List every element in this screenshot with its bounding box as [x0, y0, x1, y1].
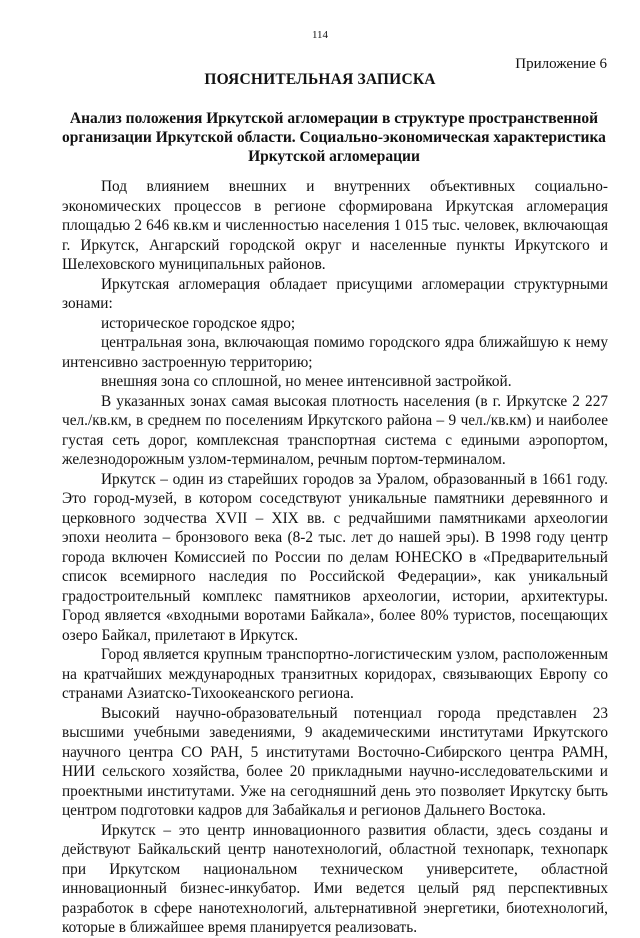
- paragraph: Иркутск – один из старейших городов за Уралом, образованный в 1661 году. Это город-музей, в котором соседствуют уникальные памятники деревянного и церковного зодчества XVII – XIX вв. с редчайшими памятниками археологии эпохи неолита – бронзового века (8-2 тыс. лет до нашей эры). В 1998 году центр города включен Комиссией по России по делам ЮНЕСКО в «Предварительный список всемирного наследия по Российской Федерации», как уникальный градостроительный комплекс памятников археологии, истории, архитектуры. Город является «входными воротами Байкала», более 80% туристов, посещающих озеро Байкал, прилетают в Иркутск.: [62, 470, 608, 644]
- appendix-label: Приложение 6: [515, 56, 607, 72]
- document-title: ПОЯСНИТЕЛЬНАЯ ЗАПИСКА: [204, 71, 436, 88]
- document-body: [62, 177, 608, 938]
- paragraph: Высокий научно-образовательный потенциал города представлен 23 высшими учебными заведениями, 9 академическими институтами Иркутского научного центра СО РАН, 5 институтами Восточно-Сибирского центра РАМН, НИИ сельского хозяйства, более 20 прикладными научно-исследовательскими и проектными институтами. Уже на сегодняшний день это позволяет Иркутску быть центром подготовки кадров для Забайкалья и регионов Дальнего Востока.: [62, 704, 608, 819]
- list-item: центральная зона, включающая помимо городского ядра ближайшую к нему интенсивно застроенную территорию;: [62, 334, 608, 371]
- paragraph: Иркутск – это центр инновационного развития области, здесь созданы и действуют Байкальский центр нанотехнологий, областной технопарк, технопарк при Иркутском национальном техническом университете, областной инновационный бизнес-инкубатор. Ими ведется целый ряд перспективных разработок в сфере нанотехнологий, альтернативной энергетики, биотехнологий, которые в ближайшее время планируется реализовать.: [62, 821, 608, 936]
- list-item: историческое городское ядро;: [101, 314, 296, 332]
- paragraph: Иркутская агломерация обладает присущими агломерации структурными зонами:: [62, 275, 608, 312]
- page-number: 114: [311, 29, 329, 41]
- paragraph: Под влиянием внешних и внутренних объективных социально-экономических процессов в регионе сформирована Иркутская агломерация площадью 2 646 кв.км и численностью населения 1 015 тыс. человек, включающая г. Иркутск, Ангарский городской округ и населенные пункты Иркутского и Шелеховского муниципальных районов.: [62, 178, 608, 273]
- paragraph: В указанных зонах самая высокая плотность населения (в г. Иркутске 2 227 чел./кв.км, в среднем по поселениям Иркутского района – 9 чел./кв.км) и наиболее густая сеть дорог, комплексная транспортная система с едиными аэропортом, железнодорожным узлом-терминалом, речным портом-терминалом.: [62, 392, 608, 468]
- document-subtitle: Анализ положения Иркутской агломерации в структуре пространственной организации Иркутской области. Социально-экономическая характеристика Иркутской агломерации: [62, 110, 606, 165]
- paragraph: Город является крупным транспортно-логистическим узлом, расположенным на кратчайших международных транзитных коридорах, связывающих Европу со странами Азиатско-Тихоокеанского региона.: [62, 646, 608, 702]
- list-item: внешняя зона со сплошной, но менее интенсивной застройкой.: [101, 373, 512, 390]
